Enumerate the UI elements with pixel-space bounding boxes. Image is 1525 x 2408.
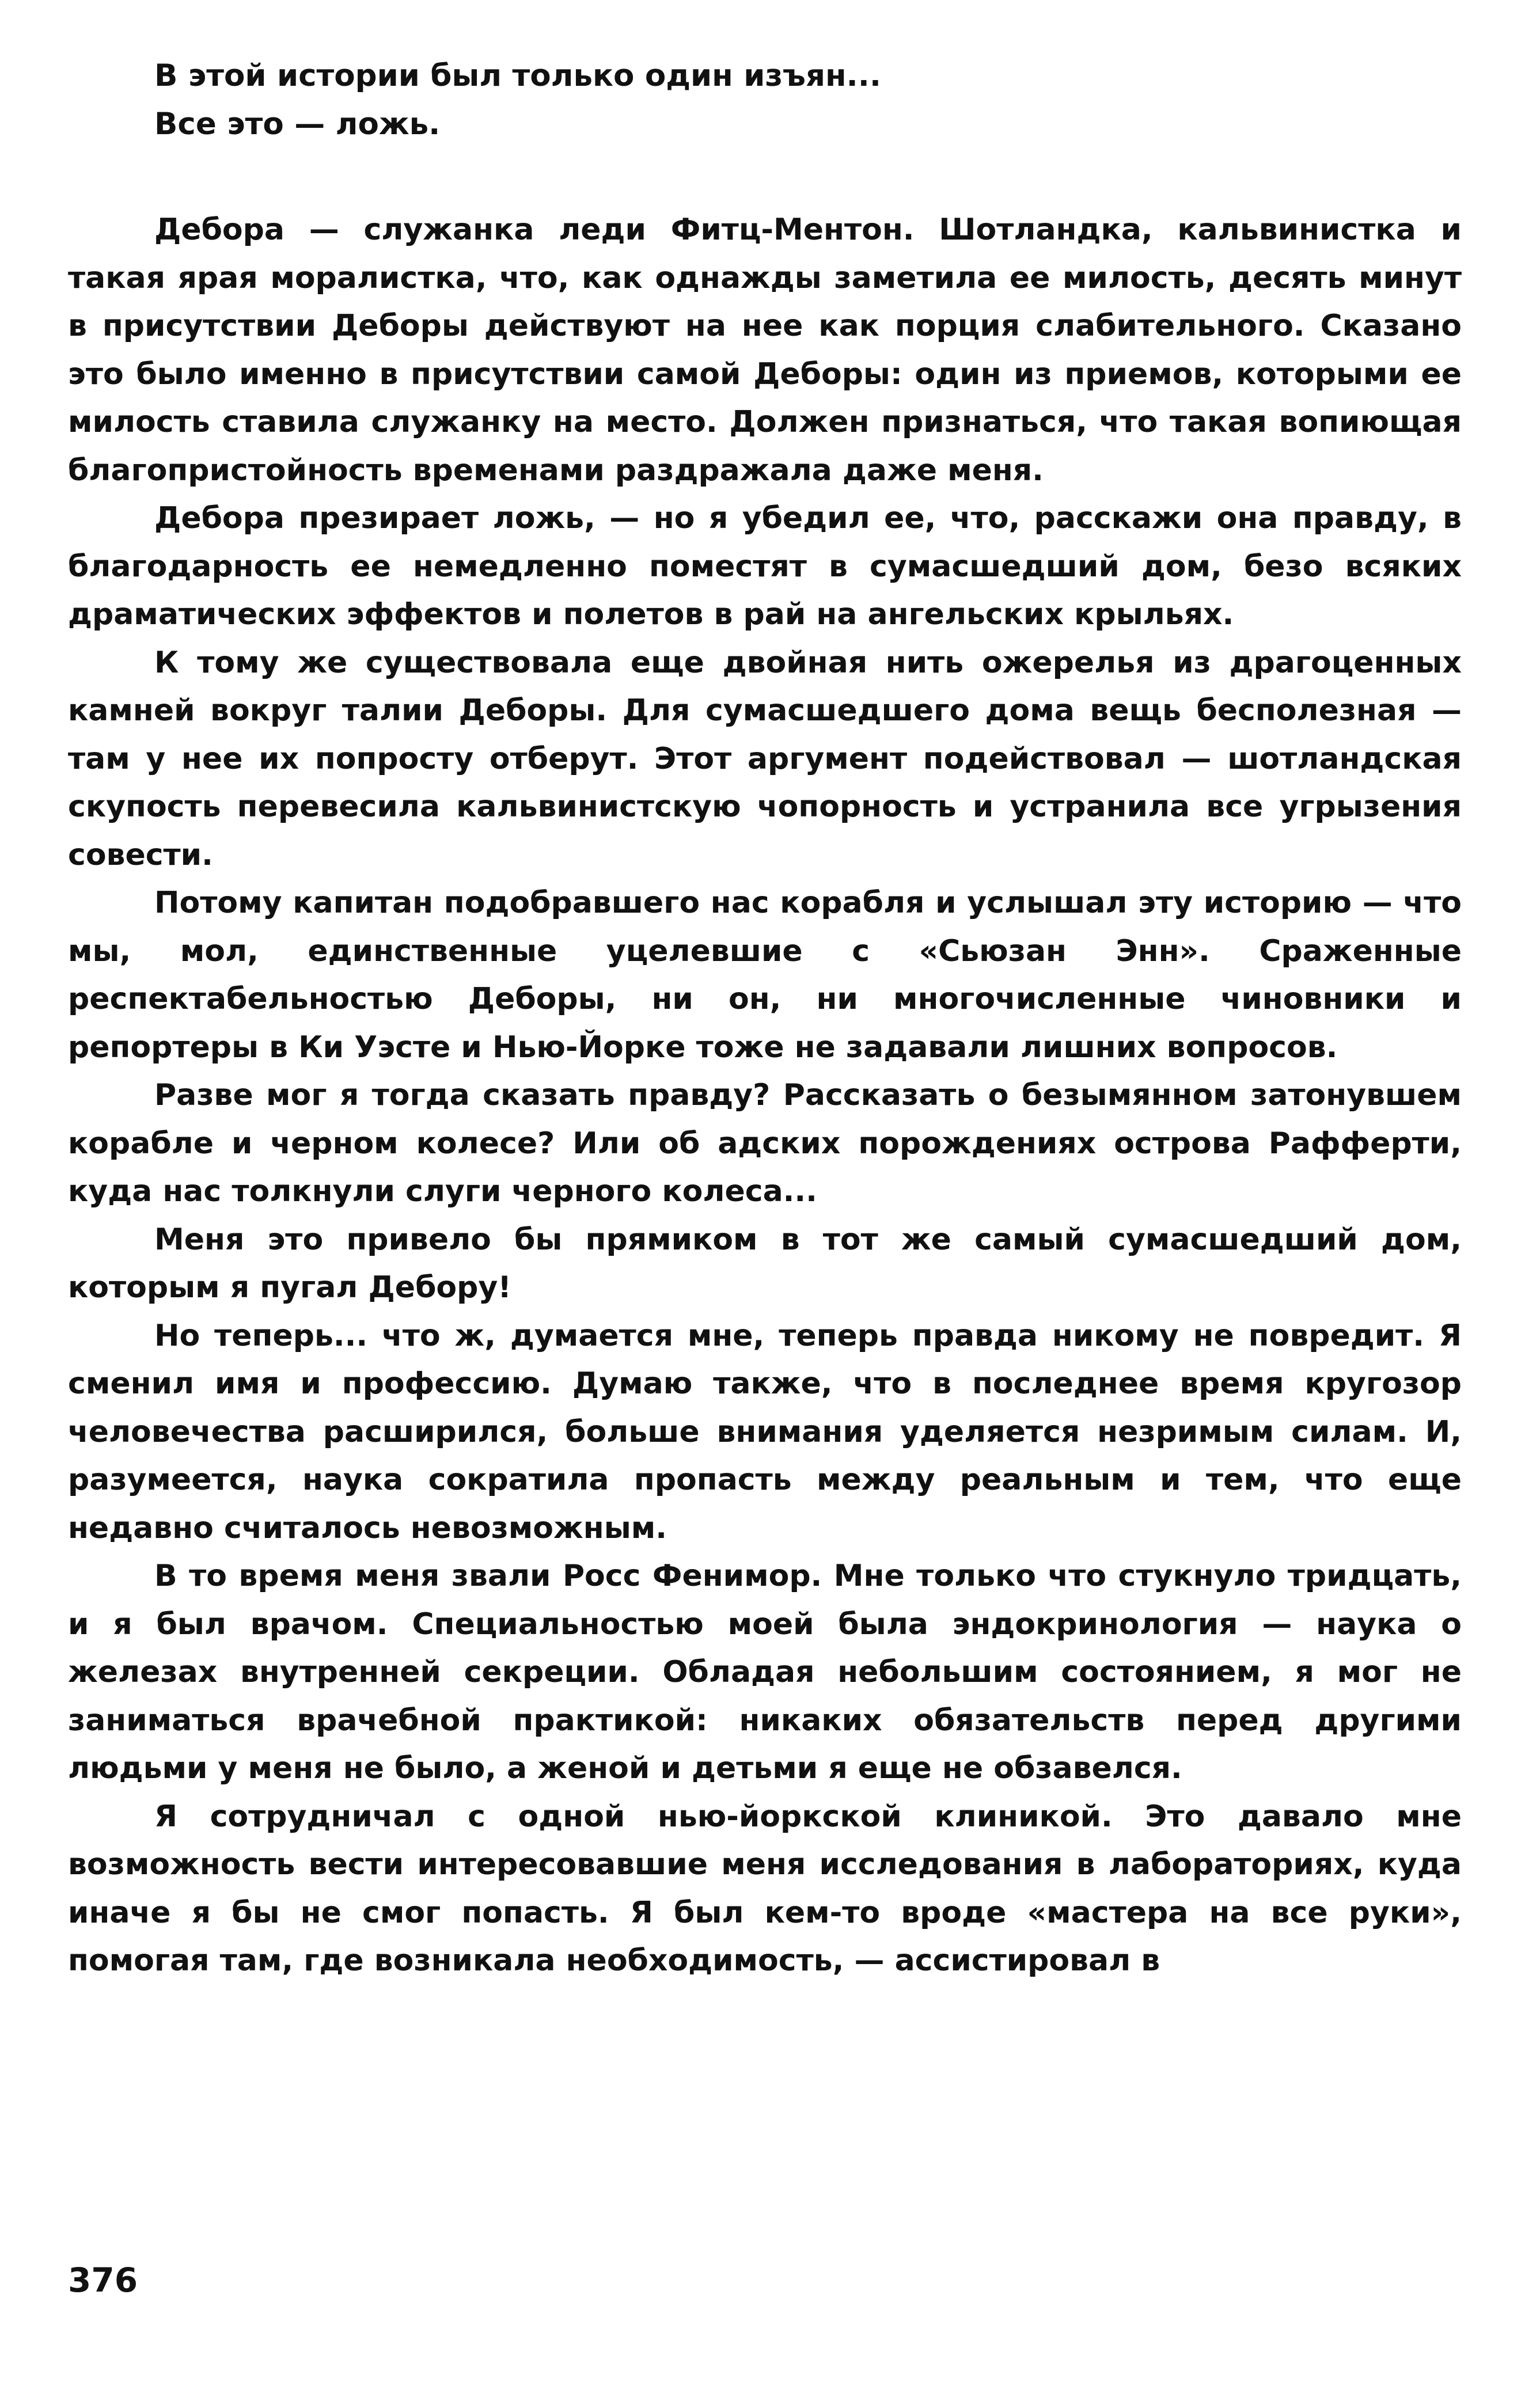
paragraph: В то время меня звали Росс Фенимор. Мне только что стукнуло тридцать, и я был врачом. Специальностью моей была эндокринология — наука о железах внутренней секреции. Обладая небольшим состоянием, я мог не заниматься врачебной практикой: никаких обязательств перед другими людьми у меня не было, а женой и детьми я еще не обзавелся.: [68, 1559, 1462, 1786]
paragraph: Я сотрудничал с одной нью-йоркской клиникой. Это давало мне возможность вести интересовавшие меня исследования в лабораториях, куда иначе я бы не смог попасть. Я был кем-то вроде «мастера на все руки», помогая там, где возникала необходимость, — ассистировал в: [68, 1799, 1462, 1978]
intro-line-2: Все это — ложь.: [154, 107, 441, 142]
paragraph: Разве мог я тогда сказать правду? Рассказать о безымянном затонувшем корабле и черном колесе? Или об адских порождениях острова Рафферти, куда нас толкнули слуги черного колеса...: [68, 1078, 1462, 1209]
paragraph: Потому капитан подобравшего нас корабля и услышал эту историю — что мы, мол, единственные уцелевшие с «Сьюзан Энн». Сраженные респектабельностью Деборы, ни он, ни многочисленные чиновники и репортеры в Ки Уэсте и Нью-Йорке тоже не задавали лишних вопросов.: [68, 886, 1462, 1065]
paragraph: Но теперь... что ж, думается мне, теперь правда никому не повредит. Я сменил имя и профессию. Думаю также, что в последнее время кругозор человечества расширился, больше внимания уделяется незримым силам. И, разумеется, наука сократила пропасть между реальным и тем, что еще недавно считалось невозможным.: [68, 1318, 1462, 1545]
paragraph: Дебора — служанка леди Фитц-Ментон. Шотландка, кальвинистка и такая ярая моралистка, что, как однажды заметила ее милость, десять минут в присутствии Деборы действуют на нее как порция слабительного. Сказано это было именно в присутствии самой Деборы: один из приемов, которыми ее милость ставила служанку на место. Должен признаться, что такая вопиющая благопристойность временами раздражала даже меня.: [68, 212, 1462, 488]
page-number: 376: [68, 2261, 138, 2300]
book-page: [68, 52, 1462, 1985]
body-text: [68, 206, 1462, 1985]
intro-line-1: В этой истории был только один изъян...: [154, 58, 882, 93]
paragraph: Меня это привело бы прямиком в тот же самый сумасшедший дом, которым я пугал Дебору!: [68, 1222, 1462, 1305]
paragraph: К тому же существовала еще двойная нить ожерелья из драгоценных камней вокруг талии Деборы. Для сумасшедшего дома вещь бесполезная — там у нее их попросту отберут. Этот аргумент подействовал — шотландская скупость перевесила кальвинистскую чопорность и устранила все угрызения совести.: [68, 645, 1462, 872]
paragraph: Дебора презирает ложь, — но я убедил ее, что, расскажи она правду, в благодарность ее немедленно поместят в сумасшедший дом, безо всяких драматических эффектов и полетов в рай на ангельских крыльях.: [68, 501, 1462, 632]
